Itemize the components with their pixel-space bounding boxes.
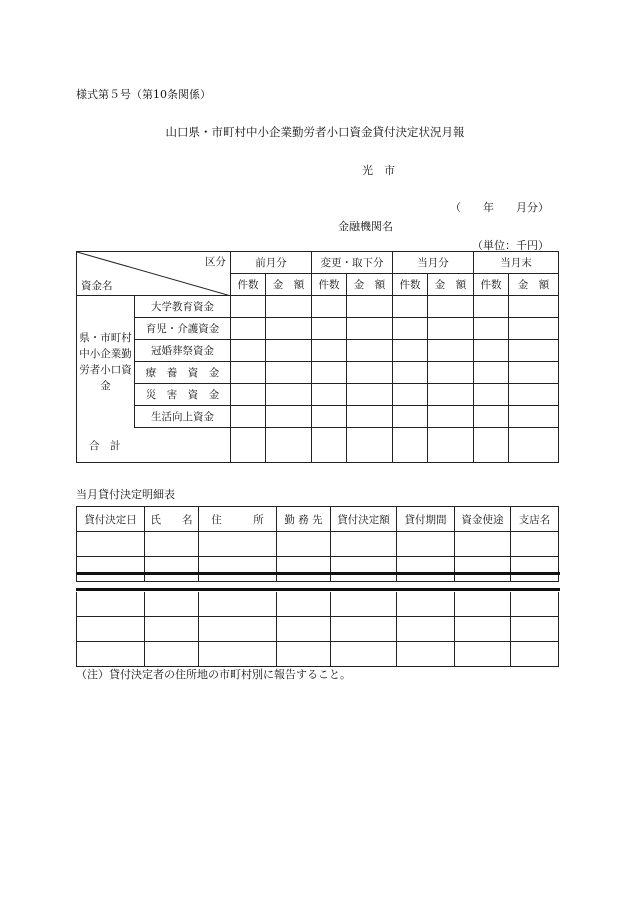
blank-cell <box>428 318 474 340</box>
blank-cell <box>312 406 347 428</box>
blank-cell <box>455 617 511 642</box>
blank-cell <box>277 532 331 557</box>
amount-header: 金 額 <box>347 274 393 296</box>
blank-cell <box>393 340 428 362</box>
blank-cell <box>428 296 474 318</box>
blank-cell <box>511 592 559 617</box>
blank-cell <box>393 318 428 340</box>
blank-cell <box>199 532 277 557</box>
blank-cell <box>347 384 393 406</box>
period-header: 前月分 <box>231 252 312 274</box>
blank-cell <box>266 318 312 340</box>
blank-cell <box>77 592 145 617</box>
blank-cell <box>277 617 331 642</box>
blank-cell <box>397 532 455 557</box>
detail-header: 勤 務 先 <box>277 507 331 532</box>
blank-cell <box>312 296 347 318</box>
detail-header: 貸付期間 <box>397 507 455 532</box>
detail-title: 当月貸付決定明細表 <box>76 488 175 501</box>
blank-cell <box>347 428 393 463</box>
detail-table-continued <box>76 592 559 667</box>
detail-header: 資金使途 <box>455 507 511 532</box>
blank-cell <box>266 362 312 384</box>
corner-header-fund: 資金名 <box>81 280 113 292</box>
footnote: （注）貸付決定者の住所地の市町村別に報告すること。 <box>76 668 351 681</box>
blank-cell <box>393 384 428 406</box>
blank-cell <box>347 296 393 318</box>
period-header: 当月末 <box>474 252 559 274</box>
amount-header: 金 額 <box>266 274 312 296</box>
blank-cell <box>277 592 331 617</box>
blank-cell <box>231 384 266 406</box>
amount-header: 金 額 <box>509 274 559 296</box>
blank-cell <box>231 296 266 318</box>
blank-cell <box>509 384 559 406</box>
corner-cell <box>77 252 231 296</box>
blank-cell <box>145 642 199 667</box>
blank-cell <box>509 406 559 428</box>
blank-cell <box>347 406 393 428</box>
blank-cell <box>474 362 509 384</box>
blank-cell <box>393 406 428 428</box>
blank-cell <box>393 296 428 318</box>
detail-header: 支店名 <box>511 507 559 532</box>
blank-cell <box>347 340 393 362</box>
blank-cell <box>474 340 509 362</box>
blank-cell <box>231 406 266 428</box>
blank-cell <box>474 428 509 463</box>
blank-cell <box>77 642 145 667</box>
blank-cell <box>347 318 393 340</box>
fund-name: 生活向上資金 <box>135 406 231 428</box>
blank-cell <box>312 340 347 362</box>
blank-cell <box>199 642 277 667</box>
blank-cell <box>331 617 397 642</box>
detail-header: 貸付決定日 <box>77 507 145 532</box>
blank-cell <box>347 362 393 384</box>
blank-cell <box>474 296 509 318</box>
blank-cell <box>511 642 559 667</box>
status-table <box>76 251 559 463</box>
blank-cell <box>266 340 312 362</box>
fund-name: 療 養 資 金 <box>135 362 231 384</box>
corner-header-category: 区分 <box>205 256 226 268</box>
blank-cell <box>77 617 145 642</box>
report-period: （ 年 月分） <box>450 201 549 214</box>
blank-cell <box>393 362 428 384</box>
blank-cell <box>474 318 509 340</box>
blank-cell <box>397 642 455 667</box>
blank-cell <box>511 532 559 557</box>
detail-header: 住 所 <box>199 507 277 532</box>
blank-cell <box>474 406 509 428</box>
count-header: 件数 <box>474 274 509 296</box>
blank-cell <box>428 406 474 428</box>
blank-cell <box>509 318 559 340</box>
blank-cell <box>511 617 559 642</box>
blank-cell <box>145 592 199 617</box>
blank-cell <box>266 428 312 463</box>
detail-header: 氏 名 <box>145 507 199 532</box>
blank-cell <box>455 532 511 557</box>
blank-cell <box>428 428 474 463</box>
blank-cell <box>455 642 511 667</box>
fund-name: 冠婚葬祭資金 <box>135 340 231 362</box>
blank-cell <box>509 340 559 362</box>
period-header: 変更・取下分 <box>312 252 393 274</box>
blank-cell <box>509 296 559 318</box>
detail-table <box>76 506 559 582</box>
period-header: 当月分 <box>393 252 474 274</box>
blank-cell <box>231 362 266 384</box>
blank-cell <box>77 532 145 557</box>
blank-cell <box>312 362 347 384</box>
break-line-top <box>76 572 560 579</box>
blank-cell <box>509 428 559 463</box>
form-number: 様式第５号（第10条関係） <box>76 88 211 101</box>
blank-cell <box>331 592 397 617</box>
blank-cell <box>145 617 199 642</box>
amount-header: 金 額 <box>428 274 474 296</box>
blank-cell <box>266 296 312 318</box>
count-header: 件数 <box>312 274 347 296</box>
blank-cell <box>266 406 312 428</box>
blank-cell <box>231 428 266 463</box>
fund-name: 育児・介護資金 <box>135 318 231 340</box>
city-name: 光 市 <box>362 164 395 177</box>
institution-label: 金融機関名 <box>338 220 393 233</box>
fund-name: 災 害 資 金 <box>135 384 231 406</box>
blank-cell <box>199 617 277 642</box>
blank-cell <box>312 384 347 406</box>
blank-cell <box>231 340 266 362</box>
blank-cell <box>428 384 474 406</box>
blank-cell <box>312 318 347 340</box>
blank-cell <box>331 532 397 557</box>
count-header: 件数 <box>393 274 428 296</box>
blank-cell <box>428 362 474 384</box>
blank-cell <box>474 384 509 406</box>
blank-cell <box>277 642 331 667</box>
blank-cell <box>145 532 199 557</box>
detail-header: 貸付決定額 <box>331 507 397 532</box>
blank-cell <box>312 428 347 463</box>
blank-cell <box>455 592 511 617</box>
total-label: 合 計 <box>77 428 231 463</box>
count-header: 件数 <box>231 274 266 296</box>
blank-cell <box>266 384 312 406</box>
blank-cell <box>397 617 455 642</box>
blank-cell <box>231 318 266 340</box>
fund-category: 県・市町村中小企業勤労者小口資金 <box>77 296 135 428</box>
fund-name: 大学教育資金 <box>135 296 231 318</box>
page-title: 山口県・市町村中小企業勤労者小口資金貸付決定状況月報 <box>165 125 465 139</box>
blank-cell <box>397 592 455 617</box>
blank-cell <box>199 592 277 617</box>
blank-cell <box>393 428 428 463</box>
blank-cell <box>509 362 559 384</box>
blank-cell <box>428 340 474 362</box>
unit-label: （単位：千円） <box>472 239 549 252</box>
blank-cell <box>331 642 397 667</box>
